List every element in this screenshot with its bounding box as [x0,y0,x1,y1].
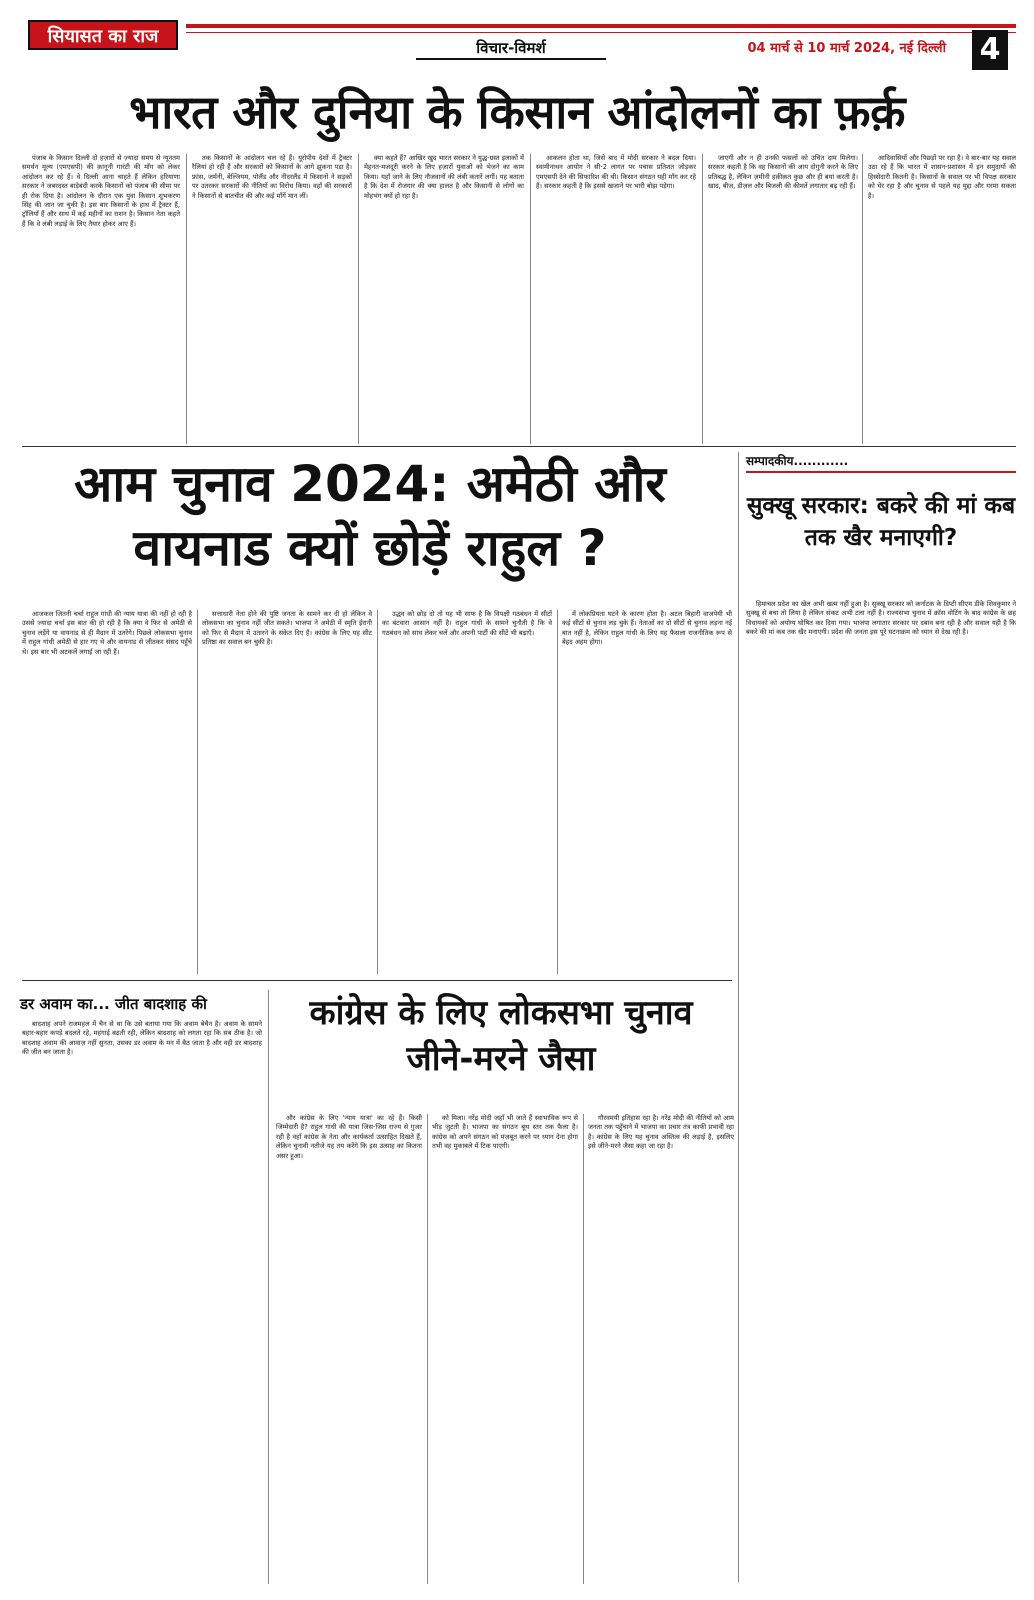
column-divider [197,610,198,974]
article1-text-2: तक किसानों के आंदोलन चल रहे हैं। यूरोपीय देशों में ट्रैक्टर रैलियां हो रही हैं और सरकारों को किसानों के आगे झुकना पड़ा है। फ्रांस, जर्मनी, बेल्जियम, पोलैंड और नीदरलैंड में किसानों ने सड़कों पर उतरकर सरकारों की नीतियों का विरोध किया। वहाँ की सरकारों ने किसानों से बातचीत की और कई माँगें मान लीं। [192,154,352,200]
article1-column-2 [192,154,352,444]
article1-column-1 [22,154,180,444]
article1-text-4: आकलन होता था, जिसे बाद में मोदी सरकार ने बदल दिया। स्वामीनाथन आयोग ने सी-2 लागत पर पचास प्रतिशत जोड़कर एमएसपी देने की सिफारिश की थी। किसान संगठन यही माँग कर रहे हैं। सरकार कहती है कि इससे खजाने पर भारी बोझ पड़ेगा। [536,154,696,191]
article2-headline: आम चुनाव 2024: अमेठी और वायनाड क्यों छोड़ें राहुल ? [74,455,666,577]
article4-column-2 [432,1114,578,1584]
article2-column-2 [202,610,372,974]
header-rule [186,24,1016,28]
section-label: विचार-विमर्श [416,38,606,60]
article2-column-1 [22,610,192,974]
article2-column-4 [562,610,732,974]
article4-headline: कांग्रेस के लिए लोकसभा चुनाव जीने-मरने जैसा [309,993,693,1079]
article4-column-1 [276,1114,422,1584]
article3-column-1 [22,1020,262,1584]
article2-text-1: आजकल जितनी चर्चा राहुल गांधी की न्याय यात्रा की नहीं हो रही है उससे ज्यादा चर्चा इस बात की हो रही है कि क्या वे फिर से अमेठी से चुनाव लड़ेंगे या वायनाड से ही मैदान में उतरेंगे। पिछले लोकसभा चुनाव में राहुल गांधी अमेठी से हार गए थे और वायनाड से जीतकर संसद पहुँचे थे। इस बार भी अटकलें लगाई जा रही हैं। [22,610,192,656]
page-number: 4 [972,30,1008,70]
article1-column-6 [868,154,1016,444]
editorial-headline: सुक्खू सरकार: बकरे की मां कब तक खैर मनाएगी? [746,493,1016,551]
header-rule-thin [186,32,1016,33]
section-divider [22,980,732,981]
article3-headline: डर अवाम का... जीत बादशाह की [20,995,207,1013]
column-divider [427,1114,428,1584]
column-divider [358,154,359,444]
column-divider [377,610,378,974]
article2-text-4: में लोकप्रियता घटने के कारण होता है। अटल बिहारी वाजपेयी भी कई सीटों से चुनाव लड़ चुके हैं। नेताओं का दो सीटों से चुनाव लड़ना नई बात नहीं है, लेकिन राहुल गांधी के लिए यह फैसला राजनीतिक रूप से बेहद अहम होगा। [562,610,732,647]
article2-text-2: सत्ताधारी नेता होने की पुष्टि जनता के सामने कर दी हो लेकिन वे लोकसभा का चुनाव नहीं जीत सकते। भाजपा ने अमेठी में स्मृति ईरानी को फिर से मैदान में उतारने के संकेत दिए हैं। कांग्रेस के लिए यह सीट प्रतिष्ठा का सवाल बन चुकी है। [202,610,372,647]
column-divider [702,154,703,444]
article3-text-1: बादशाह अपने राजमहल में चैन से था कि उसे बताया गया कि अवाम बेचैन है। अवाम के सामने बहार-बहार कपड़े बदलते रहे, महंगाई बढ़ती रही, लेकिन बादशाह को लगता रहा कि सब ठीक है। जो बादशाह अवाम की आवाज़ नहीं सुनता, उसका डर अवाम के मन में बैठ जाता है और वही डर बादशाह की जीत बन जाता है। [22,1020,262,1057]
column-divider [186,154,187,444]
article4-column-3 [588,1114,734,1584]
column-divider [557,610,558,974]
masthead [16,14,1018,67]
editorial-column [746,600,1016,1584]
section-divider [22,446,1016,447]
column-divider [530,154,531,444]
editorial-text: हिमाचल प्रदेश का खेल अभी खत्म नहीं हुआ है। सुक्खू सरकार को कर्नाटक के डिप्टी सीएम डीके शिवकुमार ने सुक्खू से बचा तो लिया है लेकिन संकट अभी टला नहीं है। राज्यसभा चुनाव में क्रॉस वोटिंग के बाद कांग्रेस के छह विधायकों को अयोग्य घोषित कर दिया गया। भाजपा लगातार सरकार पर दबाव बना रही है और सवाल यही है कि बकरे की मां कब तक खैर मनाएगी। प्रदेश की जनता इस पूरे घटनाक्रम को ध्यान से देख रही है। [746,600,1016,637]
editorial-divider [738,452,739,1582]
article1-text-3: क्या कहते हैं? आखिर खुद भारत सरकार ने युद्ध-ग्रस्त इलाकों में मेहनत-मजदूरी करने के लिए हज़ारों युवाओं को भेजने का काम किया। यहाँ जाने के लिए नौजवानों की लंबी कतारें लगीं। यह बताता है कि देश में रोजगार की क्या हालत है और किसानी से लोगों का मोहभंग क्यों हो रहा है। [364,154,524,200]
article4-text-2: को मिला। नरेंद्र मोदी जहाँ भी जाते हैं स्वाभाविक रूप से भीड़ जुटती है। भाजपा का संगठन बूथ स्तर तक फैला है। कांग्रेस को अपने संगठन को मज़बूत करने पर ध्यान देना होगा तभी वह मुकाबले में टिक पाएगी। [432,1114,578,1151]
brand-logo: सियासत का राज [28,20,178,50]
column-divider [268,990,269,1584]
column-divider [862,154,863,444]
editorial-label: सम्पादकीय............ [746,452,1016,473]
column-divider [583,1114,584,1584]
article4-text-3: गौरवमयी इतिहास रहा है। नरेंद्र मोदी की नीतियों को आम जनता तक पहुँचाने में भाजपा का प्रचार तंत्र काफी प्रभावी रहा है। कांग्रेस के लिए यह चुनाव अस्तित्व की लड़ाई है, इसलिए इसे जीने-मरने जैसा कहा जा रहा है। [588,1114,734,1151]
article1-text-1: पंजाब के किसान दिल्ली दो हज़ारों से ज़्यादा समय से न्यूनतम समर्थन मूल्य (एमएसपी) की क़ानूनी गारंटी की माँग को लेकर आंदोलन कर रहे हैं। वे दिल्ली आना चाहते हैं लेकिन हरियाणा सरकार ने जबरदस्त बाड़ेबंदी करके किसानों को पंजाब की सीमा पर ही रोक दिया है। आंदोलन के दौरान एक युवा किसान शुभकरण सिंह की जान जा चुकी है। इस बार किसानों के हाथ में ट्रैक्टर हैं, ट्रॉलियाँ हैं और साथ में कई महीनों का राशन है। किसान नेता कहते हैं कि वे लंबी लड़ाई के लिए तैयार होकर आए हैं। [22,154,180,228]
article1-column-3 [364,154,524,444]
article1-column-4 [536,154,696,444]
article1-column-5 [708,154,858,444]
dateline: 04 मार्च से 10 मार्च 2024, नई दिल्ली [747,41,946,56]
article1-headline: भारत और दुनिया के किसान आंदोलनों का फ़र्क़ [129,85,905,139]
article4-text-1: और कांग्रेस के लिए 'न्याय यात्रा' का रहे हैं। किसी जिम्मेदारी है? राहुल गांधी की यात्रा जिस-जिस राज्य से गुजर रही है वहाँ कांग्रेस के नेता और कार्यकर्ता उत्साहित दिखते हैं, लेकिन चुनावी नतीजे यह तय करेंगे कि इस उत्साह का कितना असर हुआ। [276,1114,422,1160]
article1-text-6: आदिवासियों और पिछड़ों पर रहा है। वे बार-बार यह सवाल उठा रहे हैं कि भारत में शासन-प्रशासन में इन समुदायों की हिस्सेदारी कितनी है। किसानों के सवाल पर भी विपक्ष सरकार को घेर रहा है और चुनाव से पहले यह मुद्दा और गरमा सकता है। [868,154,1016,200]
article2-column-3 [382,610,552,974]
article2-text-3: उद्धव को छोड़ दो तो यह भी साफ है कि विपक्षी गठबंधन में सीटों का बंटवारा आसान नहीं है। राहुल गांधी के सामने चुनौती है कि वे गठबंधन को साथ लेकर चलें और अपनी पार्टी की सीटें भी बढ़ाएँ। [382,610,552,637]
article1-text-5: जाएगी और न ही उनकी फसलों को उचित दाम मिलेगा। सरकार कहती है कि वह किसानों की आय दोगुनी करने के लिए प्रतिबद्ध है, लेकिन ज़मीनी हक़ीक़त कुछ और ही बयां करती है। खाद, बीज, डीज़ल और बिजली की कीमतें लगातार बढ़ रही हैं। [708,154,858,191]
